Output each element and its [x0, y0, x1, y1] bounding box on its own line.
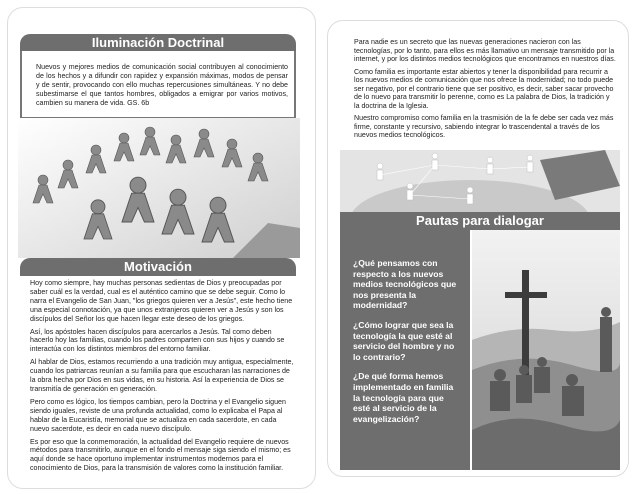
motivacion-paragraph: Así, los apóstoles hacen discípulos para acercarlos a Jesús. Tal como deben hacerlo hoy las familias, cuando los padres comparten con sus hijos y cuando se interactúa con los distintos miembros del entorno familiar. — [30, 327, 285, 354]
network-person-icon — [467, 187, 473, 204]
network-person-icon — [377, 163, 383, 180]
question-3: ¿De qué forma hemos implementado en familia la tecnología para que esté al servicio de la evangelización? — [353, 371, 454, 424]
motivacion-text — [30, 279, 296, 473]
motivacion-header: Motivación — [20, 258, 296, 276]
paper-people-image — [18, 118, 300, 258]
doctrinal-header: Iluminación Doctrinal — [20, 34, 296, 51]
question-1: ¿Qué pensamos con respecto a los nuevos medios tecnológicos que nos presenta la modernidad? — [353, 258, 457, 311]
motivacion-paragraph: Es por eso que la conmemoración, la actualidad del Evangelio requiere de nuevos métodos para transmitirlo, aunque en el fondo el mensaje siga siendo el mismo; es aquí donde se hace oportuno implementar instrumentos modernos para el conocimiento de Dios, para la transmisión de valores como la institución familiar. — [30, 437, 291, 473]
question-2: ¿Cómo lograr que sea la tecnología la que esté al servicio del hombre y no lo contrario? — [353, 319, 455, 362]
motivacion-paragraph: Pero como es lógico, los tiempos cambian, pero la Doctrina y el Evangelio siguen siendo iguales, reviste de una profunda actualidad, como lo explicaba el Papa al hablar de la Eucaristía, memorial que se actualiza en cada sacerdote, en cada nuevo sacerdote, es decir en cada nuevo discípulo. — [30, 397, 286, 433]
pautas-header: Pautas para dialogar — [340, 212, 620, 230]
network-person-icon — [527, 155, 533, 172]
right-paragraph: Nuestro compromiso como familia en la trasmisión de la fe debe ser cada vez más firme, constante y recursivo, sabiendo integrar lo trascendental a través de los nuevos medios tecnológicos. — [354, 114, 614, 139]
network-person-icon — [487, 157, 493, 174]
cross-mountain-photo — [472, 230, 620, 470]
questions-box — [340, 230, 470, 470]
motivacion-paragraph: Al hablar de Dios, estamos recurriendo a una tradición muy antigua, especialmente, cuando los patriarcas reunían a su familia para que escucharan las narraciones de la obra hecha por Dios en sus vidas, en su historia. Así la experiencia de Dios se transmitía de generación en generación. — [30, 358, 294, 393]
doctrinal-text: Nuevos y mejores medios de comunicación social contribuyen al conocimiento de los hechos y a difundir con rapidez y expansión máximas, modos de pensar y de sentir, provocando con ello muchas repercusiones simultáneas. Y no debe subestimarse el que tantos hombres, obligados a emigrar por varios motivos, cambien su manera de vida. GS. 6b — [36, 63, 288, 107]
technology-network-image — [340, 150, 620, 214]
motivacion-paragraph: Hoy como siempre, hay muchas personas sedientas de Dios y preocupadas por saber cuál es la verdad, cual es el auténtico camino que se debe seguir. Como lo narra el Evangelio de San Juan, "los griegos quieren ver a Jesús", este hecho tiene una especial connotación, ya que unos extranjeros quieren ver a Jesús y son los discípulos del Señor los que hacen llegar este deseo de los griegos. — [30, 279, 293, 323]
right-paragraph: Como familia es importante estar abiertos y tener la disponibilidad para recurrir a los nuevos medios de comunicación que nos ofrece la modernidad; no todo puede ser negativo, por el contrario tiene que ser positivo, es decir, saber sacar provecho de lo nuevo para transmitir lo perenne, como es La palabra de Dios, la tradición y la doctrina de la Iglesia. — [354, 67, 614, 110]
network-person-icon — [407, 183, 413, 200]
right-paragraph: Para nadie es un secreto que las nuevas generaciones nacieron con las tecnologías, por lo tanto, para ellos es más llamativo un mensaje transmitido por la internet, y por los distintos medios tecnológicos que encontramos en nuestros días. — [354, 38, 616, 63]
right-intro — [354, 38, 616, 144]
